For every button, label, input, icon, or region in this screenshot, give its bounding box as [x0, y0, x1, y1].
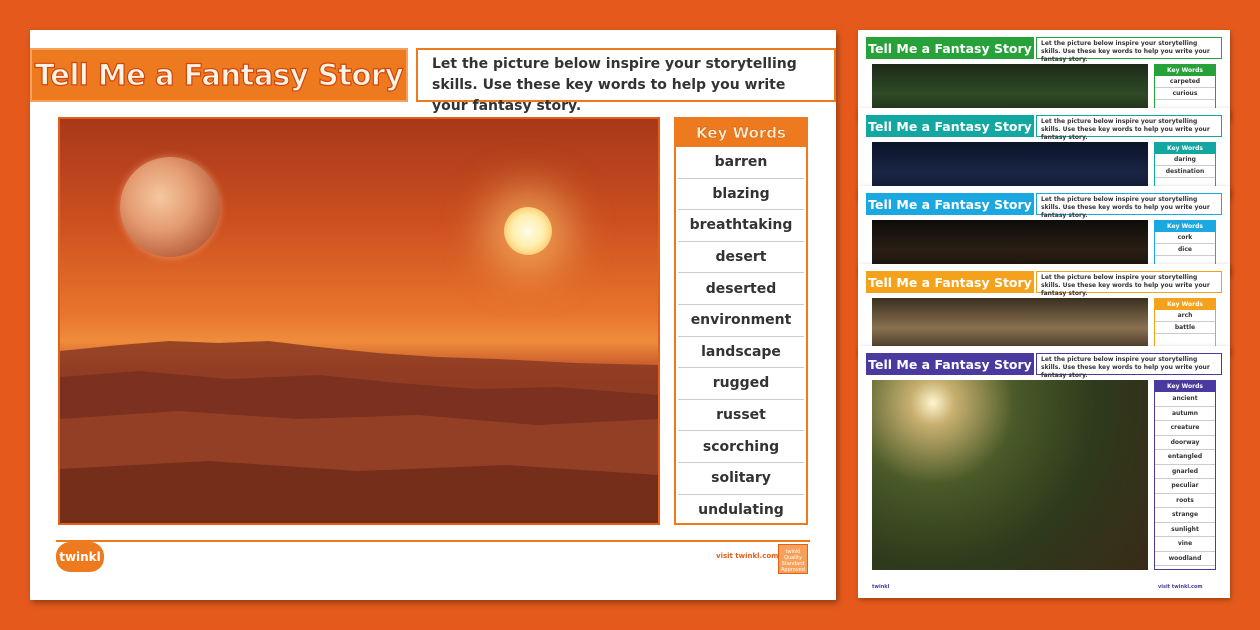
- card-key-word: ancient: [1155, 392, 1215, 407]
- card-key-word: autumn: [1155, 407, 1215, 422]
- preview-card-yellow[interactable]: [858, 264, 1230, 354]
- key-words-box: [674, 117, 808, 525]
- card-key-word: dice: [1155, 244, 1215, 256]
- key-word: russet: [678, 400, 804, 432]
- card-key-word: peculiar: [1155, 479, 1215, 494]
- card-instructions: Let the picture below inspire your storytelling skills. Use these key words to help you write your fantasy story.: [1036, 353, 1222, 375]
- card-instructions: Let the picture below inspire your storytelling skills. Use these key words to help you write your fantasy story.: [1036, 115, 1222, 137]
- twinkl-logo: twinkl: [56, 542, 104, 572]
- card-key-words-heading: Key Words: [1155, 299, 1215, 310]
- card-key-word: battle: [1155, 322, 1215, 334]
- card-title: Tell Me a Fantasy Story: [866, 353, 1034, 375]
- card-title: Tell Me a Fantasy Story: [866, 271, 1034, 293]
- preview-card-blue[interactable]: [858, 186, 1230, 276]
- key-word: desert: [678, 242, 804, 274]
- card-key-word: daring: [1155, 154, 1215, 166]
- worksheet-title: Tell Me a Fantasy Story: [34, 58, 404, 92]
- card-key-words-heading: Key Words: [1155, 65, 1215, 76]
- card-title: Tell Me a Fantasy Story: [866, 115, 1034, 137]
- card-logo: twinkl: [872, 584, 890, 590]
- card-title: Tell Me a Fantasy Story: [866, 193, 1034, 215]
- card-key-word: arch: [1155, 310, 1215, 322]
- key-word: blazing: [678, 179, 804, 211]
- key-word: rugged: [678, 368, 804, 400]
- enchanted-tree-image: [872, 380, 1148, 570]
- card-key-word: cork: [1155, 232, 1215, 244]
- card-instructions: Let the picture below inspire your storytelling skills. Use these key words to help you write your fantasy story.: [1036, 193, 1222, 215]
- card-key-word: destination: [1155, 166, 1215, 178]
- key-word: environment: [678, 305, 804, 337]
- card-key-words-heading: Key Words: [1155, 381, 1215, 392]
- card-key-word: curious: [1155, 88, 1215, 100]
- key-word: deserted: [678, 273, 804, 305]
- visit-link[interactable]: visit twinkl.com: [716, 552, 779, 560]
- quality-badge: twinkl Quality Standard Approved: [778, 544, 808, 574]
- key-word: breathtaking: [678, 210, 804, 242]
- card-key-words-heading: Key Words: [1155, 221, 1215, 232]
- instructions-box: Let the picture below inspire your storytelling skills. Use these key words to help you write your fantasy story.: [416, 48, 836, 102]
- card-key-word: strange: [1155, 508, 1215, 523]
- card-instructions: Let the picture below inspire your storytelling skills. Use these key words to help you write your fantasy story.: [1036, 271, 1222, 293]
- key-word: undulating: [698, 502, 784, 519]
- key-words-heading: Key Words: [676, 119, 806, 147]
- mountain-ridges: [60, 119, 658, 525]
- key-word: solitary: [678, 463, 804, 495]
- preview-card-green[interactable]: [858, 30, 1230, 120]
- card-visit-link[interactable]: visit twinkl.com: [1158, 584, 1203, 590]
- worksheet-title-banner: [30, 48, 408, 102]
- card-key-word: vine: [1155, 537, 1215, 552]
- main-worksheet: [30, 30, 836, 600]
- card-key-word: carpeted: [1155, 76, 1215, 88]
- key-word: landscape: [678, 337, 804, 369]
- card-key-words-heading: Key Words: [1155, 143, 1215, 154]
- key-word: scorching: [678, 431, 804, 463]
- card-key-word: woodland: [1155, 552, 1215, 567]
- card-key-word: sunlight: [1155, 523, 1215, 538]
- card-key-word: entangled: [1155, 450, 1215, 465]
- key-word: barren: [678, 147, 804, 179]
- footer-divider: [56, 540, 810, 542]
- card-key-words: [1154, 380, 1216, 570]
- card-key-word: roots: [1155, 494, 1215, 509]
- preview-card-purple[interactable]: [858, 346, 1230, 598]
- card-key-word: gnarled: [1155, 465, 1215, 480]
- card-key-word: doorway: [1155, 436, 1215, 451]
- desert-planet-image: [58, 117, 660, 525]
- card-instructions: Let the picture below inspire your storytelling skills. Use these key words to help you write your fantasy story.: [1036, 37, 1222, 59]
- card-title: Tell Me a Fantasy Story: [866, 37, 1034, 59]
- preview-card-teal[interactable]: [858, 108, 1230, 198]
- card-key-word: creature: [1155, 421, 1215, 436]
